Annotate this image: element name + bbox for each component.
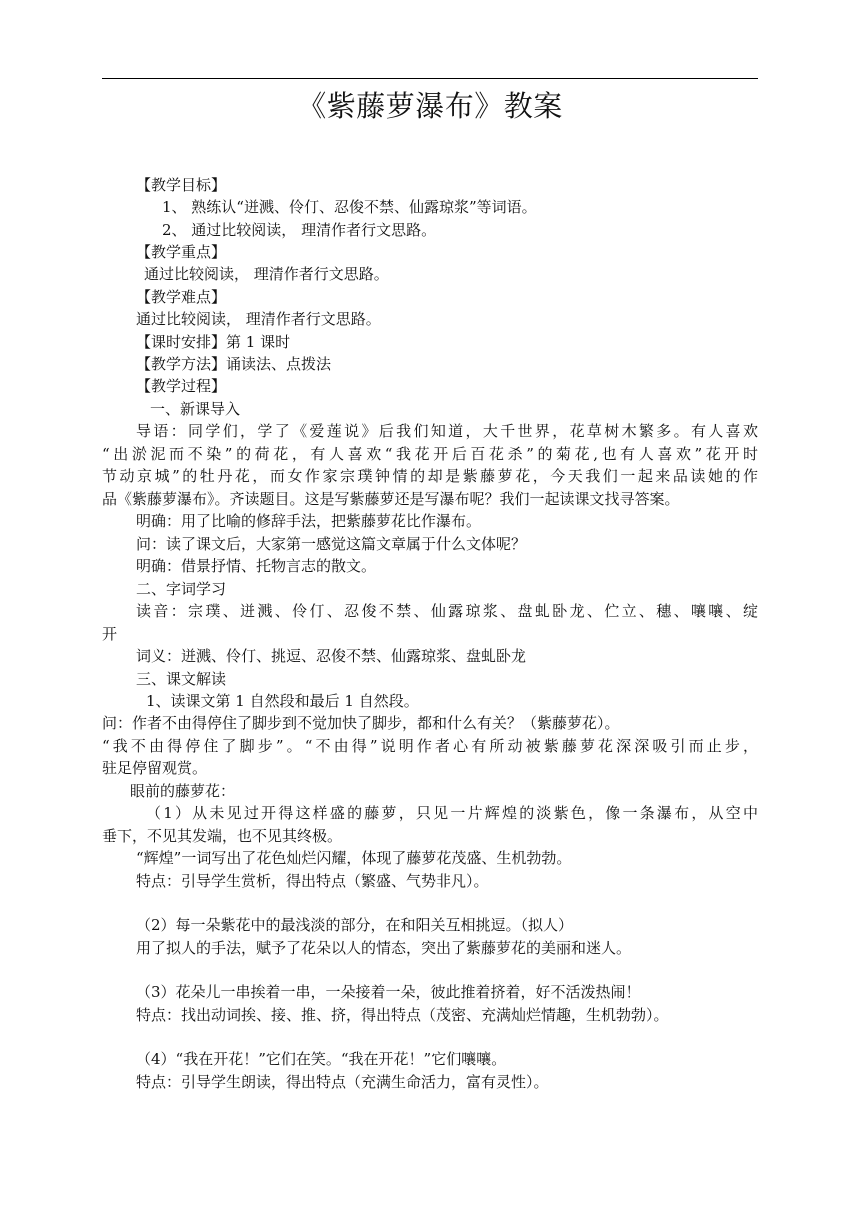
point-4-feature: 特点：引导学生朗读，得出特点（充满生命活力，富有灵性）。	[136, 1073, 549, 1091]
question-1: 问：读了课文后，大家第一感觉这篇文章属于什么文体呢？	[136, 535, 527, 553]
point-1-text: 垂下，不见其发端，也不见其终极。	[102, 827, 343, 845]
point-1-feature: 特点：引导学生赏析，得出特点（繁盛、气势非凡）。	[136, 872, 489, 890]
point-3-text: （3）花朵儿一串挨着一串，一朵接着一朵，彼此推着挤着，好不活泼热闹！	[136, 983, 641, 1001]
reading-task-1: 1、读课文第 1 自然段和最后 1 自然段。	[146, 692, 419, 710]
intro-paragraph: 导语：同学们，学了《爱莲说》后我们知道，大千世界，花草树木繁多。有人喜欢	[136, 422, 758, 440]
flowers-intro: 眼前的藤萝花：	[130, 782, 236, 800]
question-2: 问：作者不由得停住了脚步到不觉加快了脚步，都和什么有关？（紫藤萝花）。	[102, 714, 620, 732]
point-3-feature: 特点：找出动词挨、接、推、挤，得出特点（茂密、充满灿烂情趣，生机勃勃）。	[136, 1006, 669, 1024]
intro-paragraph: 节动京城”的牡丹花，而女作家宗璞钟情的却是紫藤萝花，今天我们一起来品读她的作	[102, 467, 758, 485]
teaching-method: 【教学方法】诵读法、点拨法	[136, 355, 332, 373]
focus-header: 【教学重点】	[136, 243, 227, 261]
point-1-text: （1）从未见过开得这样盛的藤萝，只见一片辉煌的淡紫色，像一条瀑布，从空中	[146, 804, 758, 822]
clarify-2: 明确：借景抒情、托物言志的散文。	[136, 557, 377, 575]
intro-paragraph: 品《紫藤萝瀑布》。齐读题目。这是写紫藤萝还是写瀑布呢？我们一起读课文找寻答案。	[102, 490, 680, 508]
goal-1: 1、 熟练认“迸溅、伶仃、忍俊不禁、仙露琼浆”等词语。	[162, 198, 537, 216]
pronunciation-line: 读音：宗璞、迸溅、伶仃、忍俊不禁、仙露琼浆、盘虬卧龙、伫立、穗、嚷嚷、绽	[136, 602, 758, 620]
point-2-note: 用了拟人的手法，赋予了花朵以人的情态，突出了紫藤萝花的美丽和迷人。	[136, 939, 632, 957]
quote-analysis: “我不由得停住了脚步”。“不由得”说明作者心有所动被紫藤萝花深深吸引而止步，	[102, 737, 758, 755]
part1-heading: 一、新课导入	[150, 400, 241, 418]
part3-heading: 三、课文解读	[136, 670, 227, 688]
pronunciation-line: 开	[102, 625, 118, 643]
schedule: 【课时安排】第 1 课时	[136, 333, 291, 351]
word-meaning-line: 词义：迸溅、伶仃、挑逗、忍俊不禁、仙露琼浆、盘虬卧龙	[136, 647, 527, 665]
intro-paragraph: “出淤泥而不染”的荷花，有人喜欢“我花开后百花杀”的菊花,也有人喜欢”花开时	[102, 445, 758, 463]
part2-heading: 二、字词学习	[136, 580, 227, 598]
process-header: 【教学过程】	[136, 377, 227, 395]
document-title: 《紫藤萝瀑布》教案	[297, 89, 563, 123]
focus-text: 通过比较阅读， 理清作者行文思路。	[144, 265, 389, 283]
clarify-1: 明确：用了比喻的修辞手法，把紫藤萝花比作瀑布。	[136, 512, 482, 530]
difficulty-text: 通过比较阅读， 理清作者行文思路。	[136, 310, 381, 328]
point-4-text: （4）“我在开花！”它们在笑。“我在开花！”它们嚷嚷。	[136, 1050, 507, 1068]
difficulty-header: 【教学难点】	[136, 288, 227, 306]
point-2-text: （2）每一朵紫花中的最浅淡的部分，在和阳关互相挑逗。（拟人）	[136, 916, 574, 934]
header-rule	[102, 78, 758, 79]
point-1-note: “辉煌”一词写出了花色灿烂闪耀，体现了藤萝花茂盛、生机勃勃。	[136, 849, 572, 867]
quote-analysis: 驻足停留观赏。	[102, 759, 208, 777]
goals-header: 【教学目标】	[136, 176, 227, 194]
goal-2: 2、 通过比较阅读， 理清作者行文思路。	[162, 221, 437, 239]
